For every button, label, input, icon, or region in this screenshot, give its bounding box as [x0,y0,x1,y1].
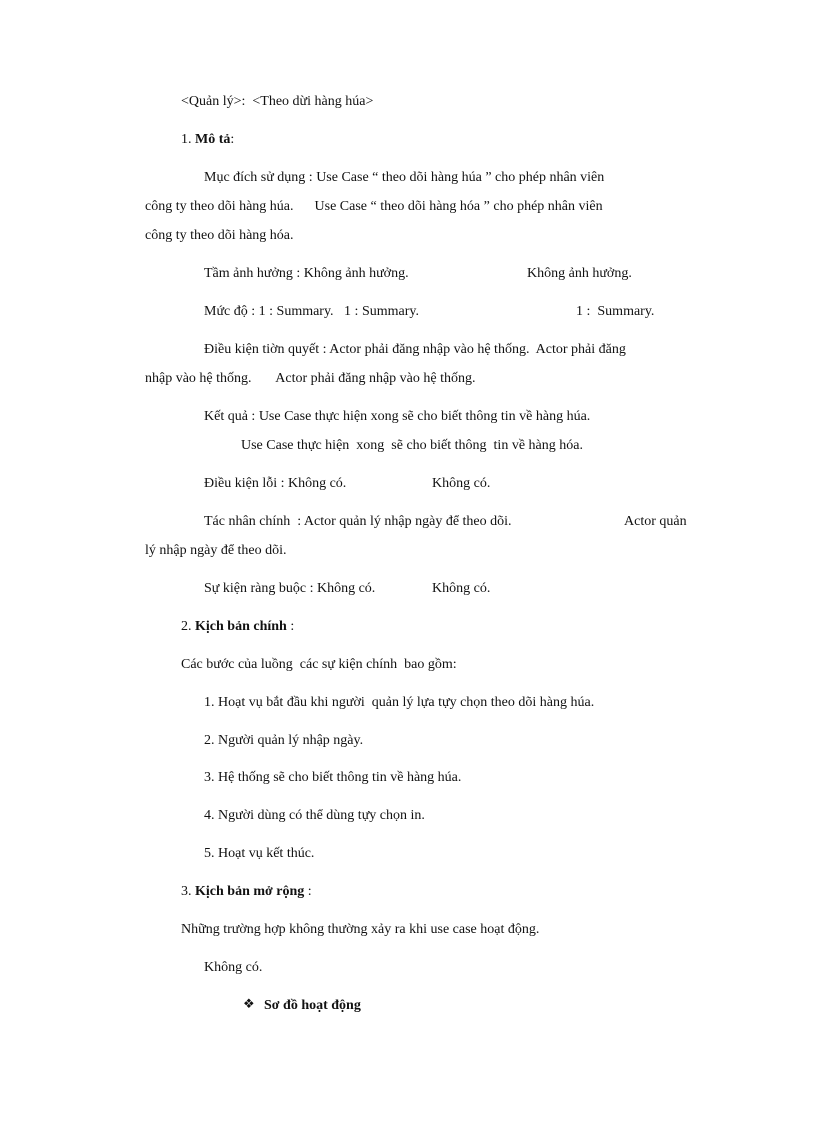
impact-text: Tầm ảnh hưởng : Không ảnh hưởng. [204,266,409,281]
trigger-text-repeat: Không có. [432,581,491,596]
level-text-repeat: 1 : Summary. [576,304,655,319]
level-text: Mức độ : 1 : Summary. 1 : Summary. [204,304,419,319]
result-line-2: Use Case thực hiện xong sẽ cho biết thông tin về hàng hóa. [241,438,583,453]
section-title: Kịch bản chính [195,619,287,634]
extended-flow-intro: Những trường hợp không thường xảy ra khi use case hoạt động. [181,922,540,937]
actor-line-1-repeat: Actor quản [624,514,687,529]
section-title: Kịch bản mở rộng [195,884,305,899]
list-item: 3. Hệ thống sẽ cho biết thông tin về hàng húa. [204,770,462,785]
precondition-line-2: nhập vào hệ thống. Actor phải đăng nhập vào hệ thống. [145,371,476,386]
trigger-text: Sự kiện ràng buộc : Không có. [204,581,376,596]
purpose-line-3: công ty theo dõi hàng hóa. [145,228,294,243]
precondition-line-1: Điều kiện tiờn quyết : Actor phải đăng nhập vào hệ thống. Actor phải đăng [204,342,626,357]
diamond-bullet-icon: ❖ [243,996,255,1011]
section-colon: : [304,884,312,899]
main-flow-intro: Các bước của luồng các sự kiện chính bao gồm: [181,657,457,672]
actor-line-2: lý nhập ngày để theo dõi. [145,543,287,558]
error-condition-text: Điều kiện lỗi : Không có. [204,476,347,491]
result-line-1: Kết quả : Use Case thực hiện xong sẽ cho biết thông tin về hàng húa. [204,409,591,424]
error-condition-repeat: Không có. [432,476,491,491]
list-item: 1. Hoạt vụ bắt đầu khi người quản lý lựa tựy chọn theo dõi hàng húa. [204,695,595,710]
list-item: 5. Hoạt vụ kết thúc. [204,846,315,861]
section-colon: : [230,132,235,147]
section-number: 1. [181,132,195,147]
section-number: 2. [181,619,195,634]
document-header: <Quản lý>: <Theo dừi hàng húa> [181,94,374,109]
list-item: 4. Người dùng có thể dùng tựy chọn in. [204,808,425,823]
section-2-heading [181,618,294,636]
section-3-heading [181,883,312,901]
section-title: Mô tả [195,132,231,147]
list-item: 2. Người quản lý nhập ngày. [204,733,364,748]
activity-diagram-heading: Sơ đồ hoạt động [264,998,361,1013]
section-1-heading [181,131,234,149]
actor-line-1: Tác nhân chính : Actor quản lý nhập ngày để theo dõi. [204,514,512,529]
impact-text-repeat: Không ảnh hưởng. [527,266,632,281]
purpose-line-1: Mục đích sử dụng : Use Case “ theo dõi hàng húa ” cho phép nhân viên [204,170,605,185]
purpose-line-2: công ty theo dõi hàng húa. Use Case “ theo dõi hàng hóa ” cho phép nhân viên [145,199,603,214]
extended-flow-none: Không có. [204,960,263,975]
section-colon: : [286,619,295,634]
section-number: 3. [181,884,195,899]
